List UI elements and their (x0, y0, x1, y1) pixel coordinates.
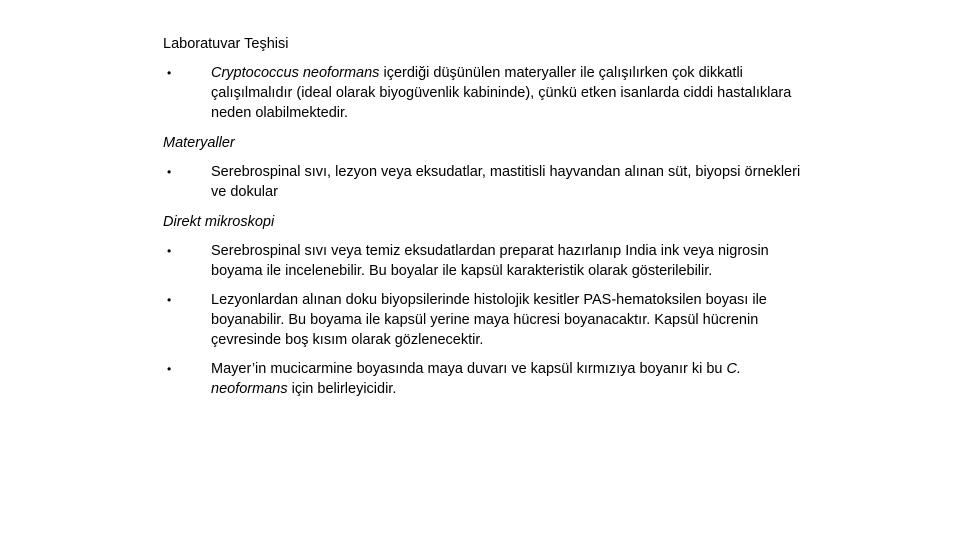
bullet-icon: • (167, 165, 172, 179)
bullet-icon: • (167, 293, 172, 307)
bullet-item (163, 359, 803, 399)
bullet-text: Lezyonlardan alınan doku biyopsilerinde histolojik kesitler PAS-hematoksilen boyası ile boyanabilir. Bu boyama ile kapsül yerine maya hücresi boyanacaktır. Kapsül hücrenin çevresinde boş kısım olarak gözlenecektir. (211, 292, 767, 348)
heading-materials: Materyaller (163, 135, 235, 151)
bullet-text: Serebrospinal sıvı, lezyon veya eksudatlar, mastitisli hayvandan alınan süt, biyopsi örnekleri ve dokular (211, 164, 801, 200)
bullet-item (163, 241, 803, 281)
heading-laboratory-diagnosis: Laboratuvar Teşhisi (163, 36, 289, 52)
heading-direct-microscopy: Direkt mikroskopi (163, 214, 275, 230)
bullet-item (163, 162, 803, 202)
species-name: Cryptococcus neoformans (211, 65, 380, 81)
bullet-text: Serebrospinal sıvı veya temiz eksudatlardan preparat hazırlanıp India ink veya nigrosin boyama ile incelenebilir. Bu boyalar ile kapsül karakteristik olarak gösterilebilir. (211, 243, 769, 279)
bullet-text: Mayer’in mucicarmine boyasında maya duvarı ve kapsül kırmızıya boyanır ki bu C. neoformans için belirleyicidir. (211, 361, 742, 397)
bullet-icon: • (167, 244, 172, 258)
bullet-icon: • (167, 362, 172, 376)
bullet-text: Cryptococcus neoformans içerdiği düşünülen materyaller ile çalışılırken çok dikkatli çalışılmalıdır (ideal olarak biyogüvenlik kabininde), çünkü etken isanlarda ciddi hastalıklara neden olabilmektedir. (211, 65, 792, 121)
bullet-icon: • (167, 66, 172, 80)
bullet-item (163, 290, 803, 350)
bullet-item (163, 63, 803, 123)
species-name: C. neoformans (211, 361, 742, 397)
slide-content (163, 34, 803, 408)
